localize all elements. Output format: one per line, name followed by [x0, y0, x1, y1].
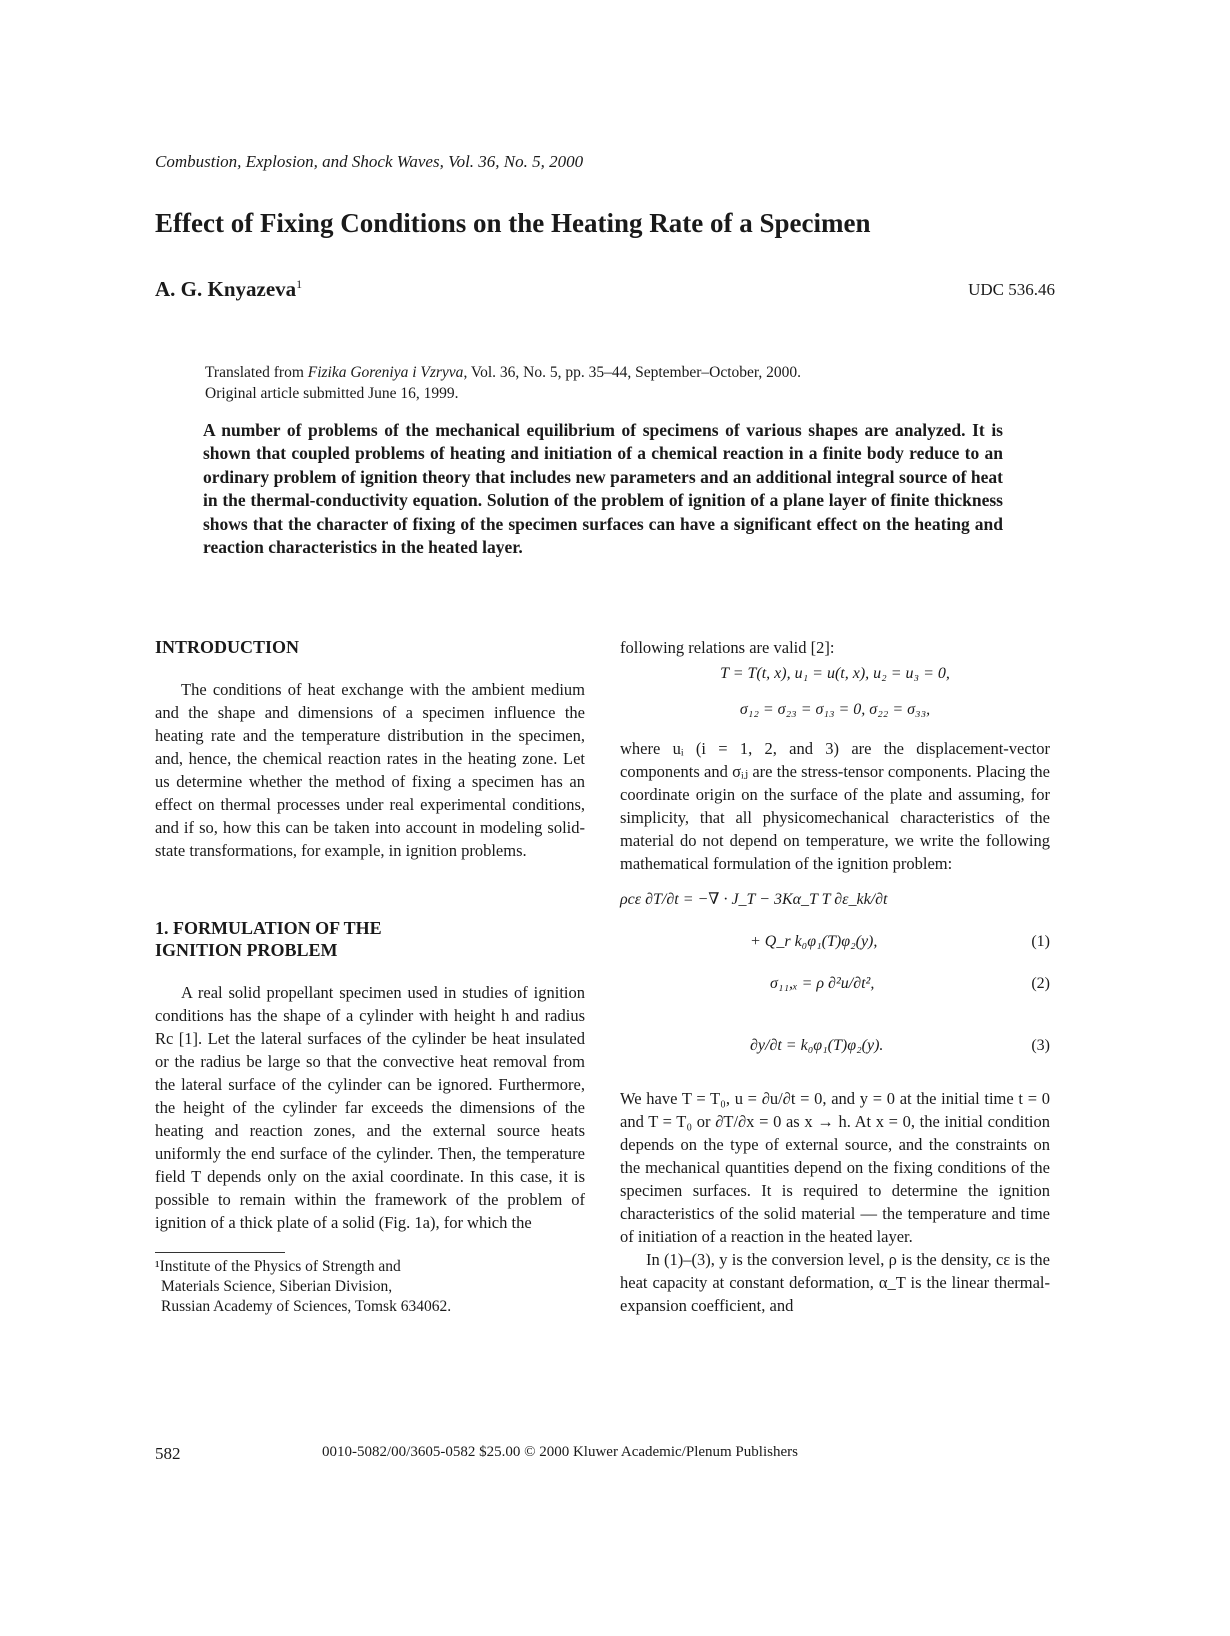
equation-kinematics — [620, 665, 1050, 697]
footnote-line: ¹Institute of the Physics of Strength and — [155, 1258, 401, 1275]
equation-2 — [620, 965, 1050, 1031]
section1-heading-line1: 1. FORMULATION OF THE — [155, 918, 382, 938]
equation-1-continuation: + Q_r k₀φ₁(T)φ₂(y), — [750, 933, 878, 950]
footnote-line: Materials Science, Siberian Division, — [161, 1278, 393, 1295]
equation-3-number: (3) — [1031, 1037, 1050, 1054]
intro-paragraph: The conditions of heat exchange with the ambient medium and the shape and dimensions of a specimen influence the heating rate and the temperature distribution in the specimen, and, hence, the chemical reaction rates in the heating zone. Let us determine whether the method of fixing a specimen has an effect on thermal processes under real experimental conditions, and if so, how this can be taken into account in modeling solid-state transformations, for example, in ignition problems. — [155, 680, 585, 860]
translation-line — [205, 362, 1045, 383]
equation-3 — [620, 1031, 1050, 1087]
equation-1-number: (1) — [1031, 933, 1050, 950]
journal-citation: Combustion, Explosion, and Shock Waves, Vol. 36, No. 5, 2000 — [155, 152, 584, 171]
author-name: A. G. Knyazeva — [155, 277, 297, 301]
abstract: A number of problems of the mechanical equilibrium of specimens of various shapes are analyzed. It is shown that coupled problems of heating and initiation of a chemical reaction in a finite body reduce to an ordinary problem of ignition theory that includes new parameters and an additional integral source of heat in the thermal-conductivity equation. Solution of the problem of ignition of a plane layer of finite thickness shows that the character of fixing of the specimen surfaces can have a significant effect on the heating and reaction characteristics in the heated layer. — [203, 420, 1003, 558]
equation-stresses-text: σ₁₂ = σ₂₃ = σ₁₃ = 0, σ₂₂ = σ₃₃, — [739, 701, 931, 718]
original-journal: Fizika Goreniya i Vzryva — [307, 364, 464, 381]
equation-3-text: ∂y/∂t = k₀φ₁(T)φ₂(y). — [750, 1037, 884, 1054]
equation-kinematics-text: T = T(t, x), u₁ = u(t, x), u₂ = u₃ = 0, — [720, 665, 950, 682]
relations-lead: following relations are valid [2]: — [620, 638, 835, 657]
right-column — [620, 636, 1050, 1317]
equation-1-text: ρcε ∂T/∂t = −∇ · J_T − 3Kα_T T ∂ε_kk/∂t — [620, 891, 888, 908]
left-column — [155, 636, 585, 1317]
udc-code: UDC 536.46 — [968, 280, 1055, 299]
equation-2-text: σ₁₁,ₓ = ρ ∂²u/∂t², — [770, 975, 875, 992]
footnote-rule — [155, 1252, 285, 1253]
intro-heading: INTRODUCTION — [155, 637, 300, 657]
section1-paragraph: A real solid propellant specimen used in studies of ignition conditions has the shape of a cylinder with height h and radius Rc [1]. Let the lateral surfaces of the cylinder be heat insulated or the radius be large so that the convective heat removal from the lateral surface of the cylinder can be ignored. Furthermore, the height of the cylinder far exceeds the dimensions of the heating and reaction zones, and the external source heats uniformly the end surface of the cylinder. Then, the temperature field T depends only on the axial coordinate. In this case, it is possible to remain within the framework of the problem of ignition of a thick plate of a solid (Fig. 1a), for which the — [155, 983, 585, 1232]
equation-1-line1 — [620, 889, 1050, 933]
equation-1-line2 — [620, 933, 1050, 965]
paper-title: Effect of Fixing Conditions on the Heating Rate of a Specimen — [155, 208, 871, 238]
translation-note — [205, 362, 1045, 404]
footnote — [155, 1257, 585, 1317]
author-footnote-mark: 1 — [296, 277, 303, 291]
page-number: 582 — [155, 1444, 181, 1463]
conditions-paragraph: We have T = T₀, u = ∂u/∂t = 0, and y = 0 at the initial time t = 0 and T = T₀ or ∂T/∂x = 0 as x → h. At x = 0, the initial condition depends on the type of external source, and the constraints on the mechanical quantities depend on the fixing conditions of the specimen surfaces. It is required to determine the ignition characteristics of the solid material — the temperature and time of initiation of a reaction in the heated layer. — [620, 1089, 1050, 1246]
equation-2-number: (2) — [1031, 975, 1050, 992]
submission-date: Original article submitted June 16, 1999. — [205, 385, 459, 402]
translation-details: , Vol. 36, No. 5, pp. 35–44, September–October, 2000. — [463, 364, 802, 381]
notation-paragraph: In (1)–(3), y is the conversion level, ρ is the density, cε is the heat capacity at constant deformation, α_T is the linear thermal-expansion coefficient, and — [620, 1250, 1050, 1315]
translation-prefix: Translated from — [205, 364, 308, 381]
author — [155, 277, 302, 302]
footnote-line: Russian Academy of Sciences, Tomsk 634062. — [161, 1298, 452, 1315]
copyright-line: 0010-5082/00/3605-0582 $25.00 © 2000 Kluwer Academic/Plenum Publishers — [322, 1444, 798, 1460]
equation-stresses — [620, 701, 1050, 733]
section1-heading-line2: IGNITION PROBLEM — [155, 940, 338, 960]
definitions-paragraph: where uᵢ (i = 1, 2, and 3) are the displacement-vector components and σᵢⱼ are the stress-tensor components. Placing the coordinate origin on the surface of the plate and assuming, for simplicity, that all physicomechanical characteristics of the material do not depend on temperature, we write the following mathematical formulation of the ignition problem: — [620, 739, 1050, 873]
